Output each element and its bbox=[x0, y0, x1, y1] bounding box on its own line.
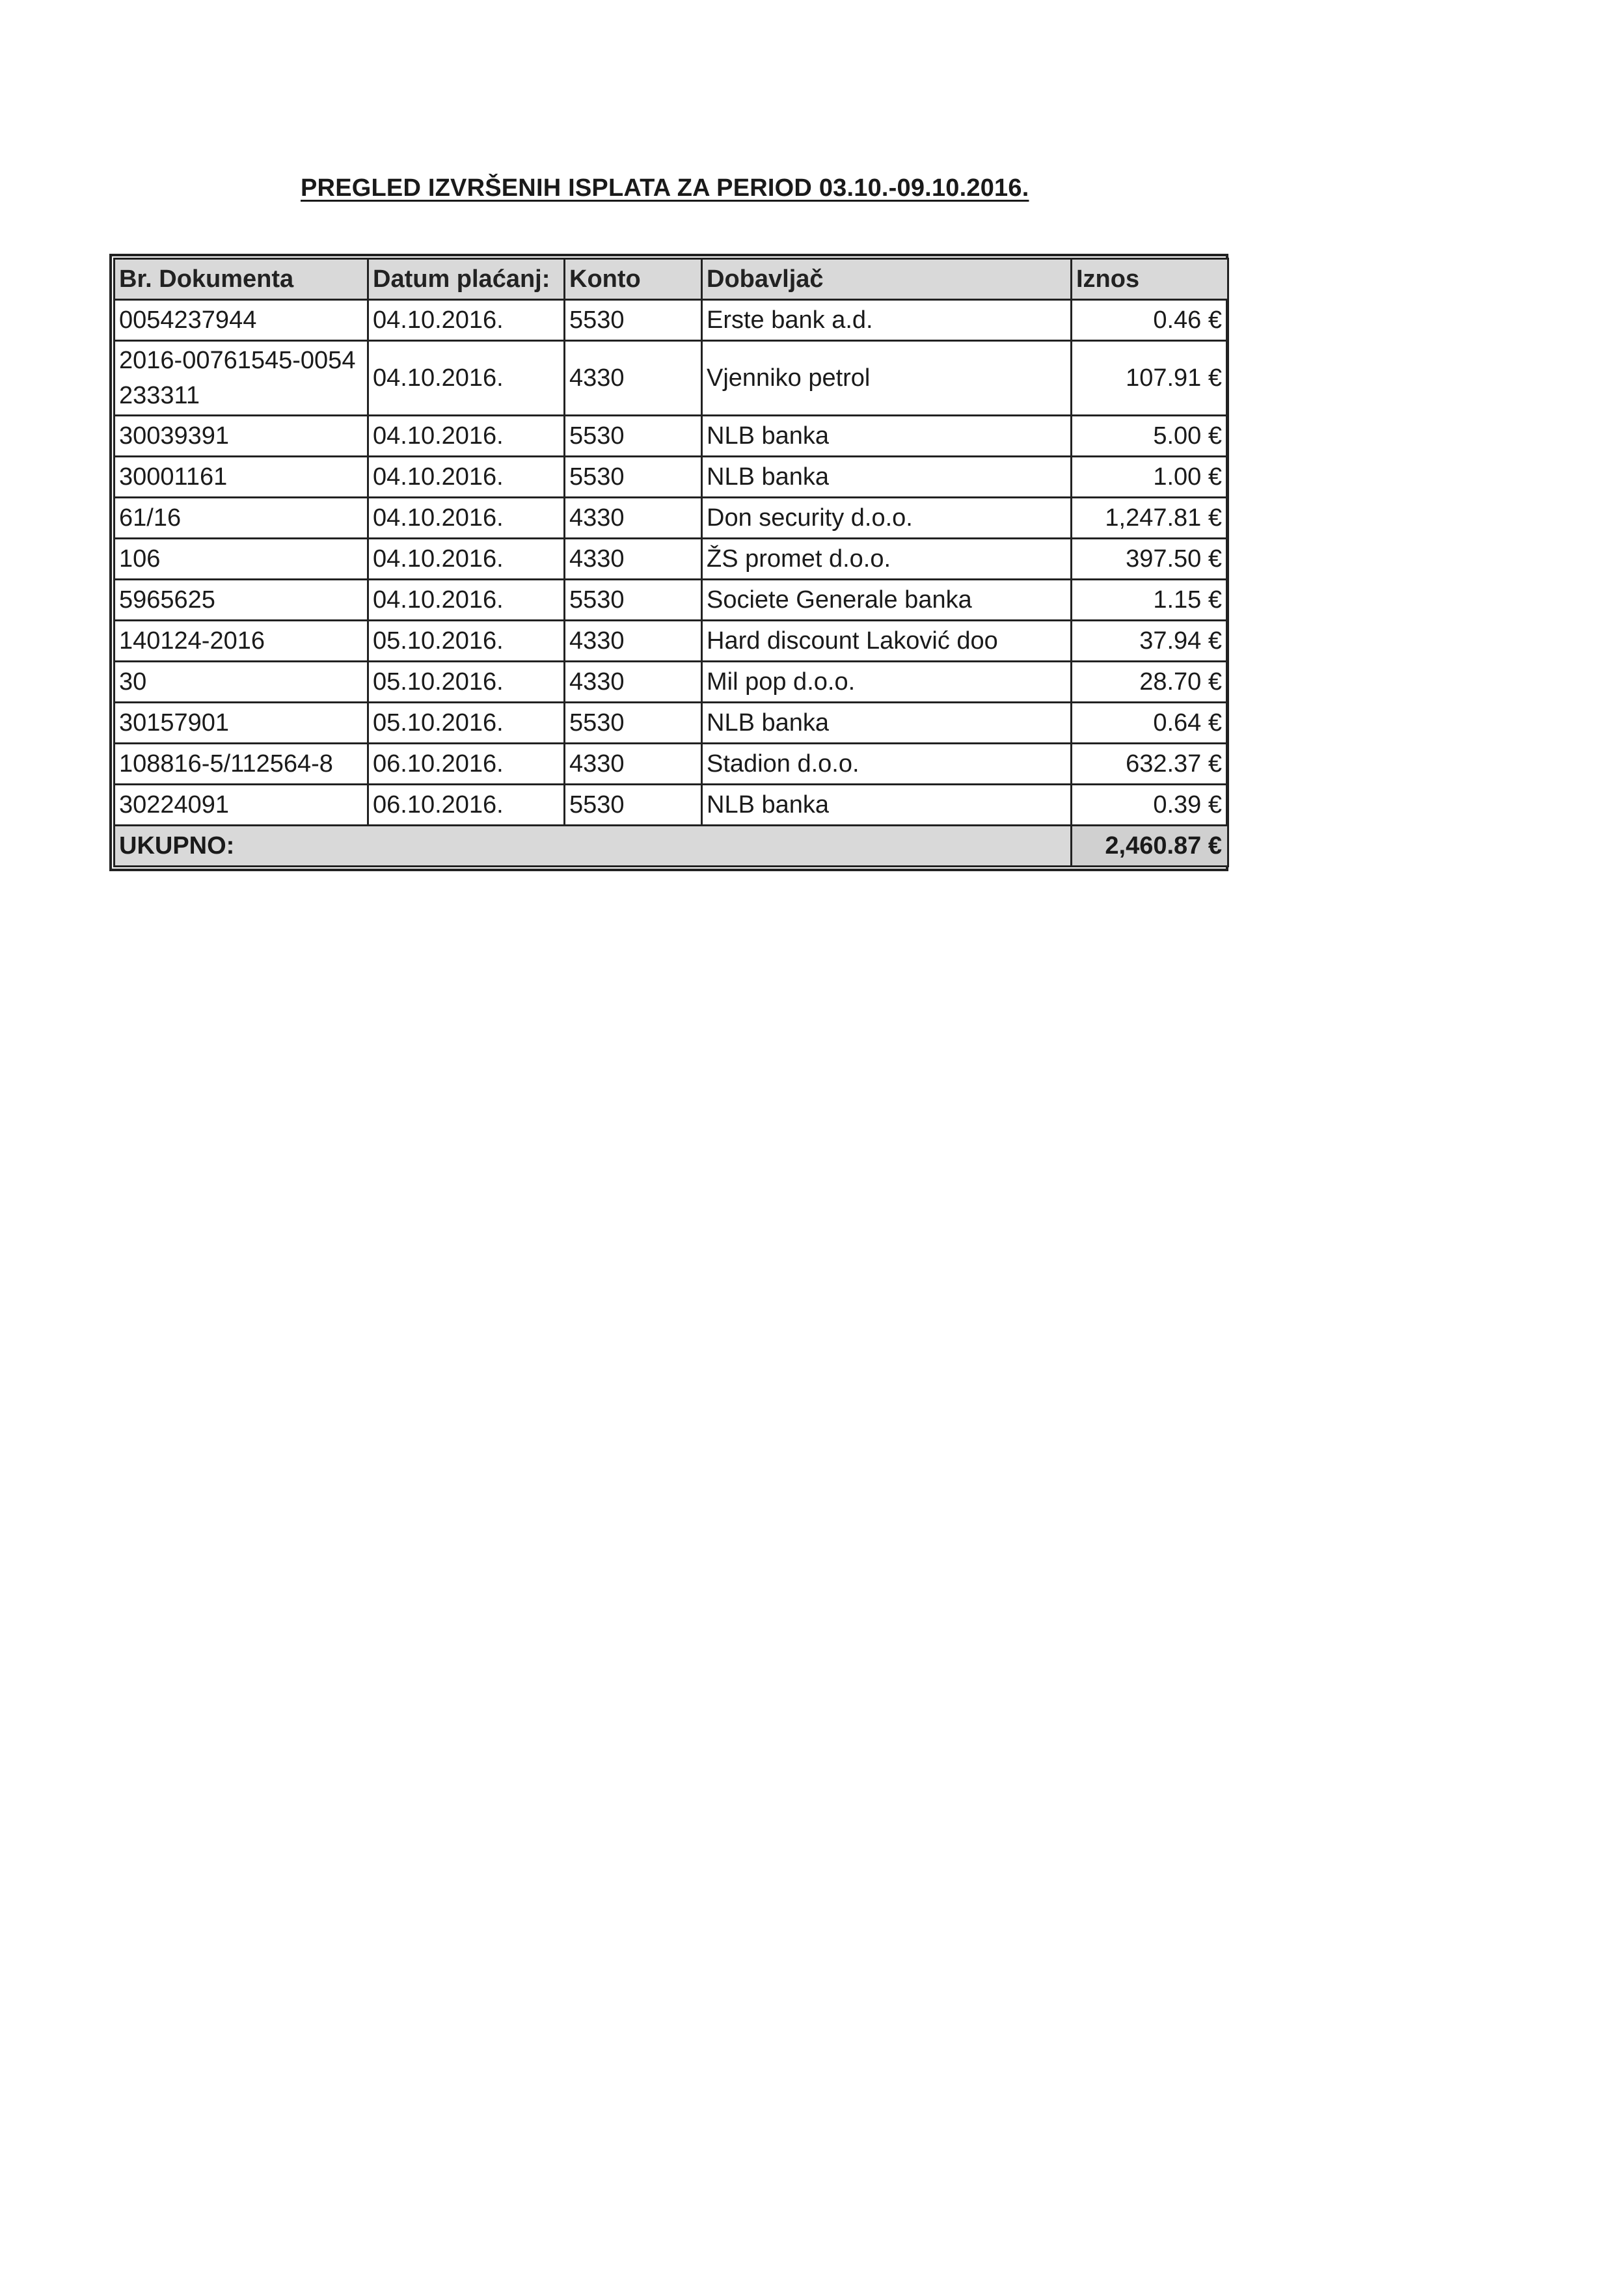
cell-doc-number: 30 bbox=[115, 662, 368, 703]
payments-table-frame bbox=[109, 254, 1228, 871]
cell-doc-number: 30157901 bbox=[115, 703, 368, 744]
cell-supplier: NLB banka bbox=[702, 703, 1072, 744]
total-amount: 2,460.87 € bbox=[1072, 826, 1228, 867]
cell-payment-date: 04.10.2016. bbox=[368, 539, 565, 580]
cell-konto: 4330 bbox=[565, 744, 702, 785]
cell-supplier: Societe Generale banka bbox=[702, 580, 1072, 621]
cell-konto: 5530 bbox=[565, 703, 702, 744]
cell-supplier: NLB banka bbox=[702, 457, 1072, 498]
cell-amount: 37.94 € bbox=[1072, 621, 1228, 662]
cell-payment-date: 05.10.2016. bbox=[368, 703, 565, 744]
table-row bbox=[115, 539, 1228, 580]
cell-doc-number: 2016-00761545-0054233311 bbox=[115, 341, 368, 416]
cell-konto: 4330 bbox=[565, 341, 702, 416]
cell-doc-number: 106 bbox=[115, 539, 368, 580]
total-row bbox=[115, 826, 1228, 867]
cell-amount: 632.37 € bbox=[1072, 744, 1228, 785]
cell-konto: 4330 bbox=[565, 621, 702, 662]
cell-konto: 5530 bbox=[565, 457, 702, 498]
cell-payment-date: 04.10.2016. bbox=[368, 498, 565, 539]
cell-amount: 28.70 € bbox=[1072, 662, 1228, 703]
cell-supplier: Stadion d.o.o. bbox=[702, 744, 1072, 785]
cell-payment-date: 04.10.2016. bbox=[368, 457, 565, 498]
cell-supplier: Erste bank a.d. bbox=[702, 300, 1072, 341]
cell-supplier: NLB banka bbox=[702, 785, 1072, 826]
header-konto: Konto bbox=[565, 259, 702, 300]
cell-amount: 1,247.81 € bbox=[1072, 498, 1228, 539]
header-supplier: Dobavljač bbox=[702, 259, 1072, 300]
cell-doc-number: 5965625 bbox=[115, 580, 368, 621]
table-row bbox=[115, 300, 1228, 341]
header-doc-number: Br. Dokumenta bbox=[115, 259, 368, 300]
cell-doc-number: 61/16 bbox=[115, 498, 368, 539]
header-payment-date: Datum plaćanj: bbox=[368, 259, 565, 300]
cell-payment-date: 04.10.2016. bbox=[368, 580, 565, 621]
cell-konto: 5530 bbox=[565, 580, 702, 621]
table-header-row bbox=[115, 259, 1228, 300]
cell-payment-date: 04.10.2016. bbox=[368, 341, 565, 416]
cell-supplier: Vjenniko petrol bbox=[702, 341, 1072, 416]
cell-doc-number: 30039391 bbox=[115, 416, 368, 457]
cell-payment-date: 04.10.2016. bbox=[368, 300, 565, 341]
cell-payment-date: 06.10.2016. bbox=[368, 744, 565, 785]
table-row bbox=[115, 341, 1228, 416]
cell-supplier: Don security d.o.o. bbox=[702, 498, 1072, 539]
cell-payment-date: 05.10.2016. bbox=[368, 621, 565, 662]
cell-amount: 397.50 € bbox=[1072, 539, 1228, 580]
cell-amount: 1.00 € bbox=[1072, 457, 1228, 498]
table-row bbox=[115, 621, 1228, 662]
cell-doc-number: 30224091 bbox=[115, 785, 368, 826]
cell-amount: 1.15 € bbox=[1072, 580, 1228, 621]
cell-amount: 0.64 € bbox=[1072, 703, 1228, 744]
cell-konto: 4330 bbox=[565, 539, 702, 580]
table-row bbox=[115, 580, 1228, 621]
cell-supplier: NLB banka bbox=[702, 416, 1072, 457]
cell-supplier: ŽS promet d.o.o. bbox=[702, 539, 1072, 580]
cell-doc-number: 30001161 bbox=[115, 457, 368, 498]
table-row bbox=[115, 785, 1228, 826]
cell-amount: 0.39 € bbox=[1072, 785, 1228, 826]
cell-konto: 4330 bbox=[565, 662, 702, 703]
table-row bbox=[115, 744, 1228, 785]
table-row bbox=[115, 498, 1228, 539]
cell-doc-number: 0054237944 bbox=[115, 300, 368, 341]
table-row bbox=[115, 416, 1228, 457]
cell-amount: 0.46 € bbox=[1072, 300, 1228, 341]
payments-table bbox=[113, 258, 1229, 867]
cell-doc-number: 108816-5/112564-8 bbox=[115, 744, 368, 785]
cell-supplier: Hard discount Laković doo bbox=[702, 621, 1072, 662]
page-title: PREGLED IZVRŠENIH ISPLATA ZA PERIOD 03.10.-09.10.2016. bbox=[301, 174, 1029, 202]
cell-amount: 5.00 € bbox=[1072, 416, 1228, 457]
cell-konto: 4330 bbox=[565, 498, 702, 539]
table-row bbox=[115, 662, 1228, 703]
total-label: UKUPNO: bbox=[115, 826, 1072, 867]
cell-doc-number: 140124-2016 bbox=[115, 621, 368, 662]
cell-payment-date: 05.10.2016. bbox=[368, 662, 565, 703]
cell-payment-date: 06.10.2016. bbox=[368, 785, 565, 826]
cell-payment-date: 04.10.2016. bbox=[368, 416, 565, 457]
cell-konto: 5530 bbox=[565, 416, 702, 457]
cell-konto: 5530 bbox=[565, 785, 702, 826]
table-row bbox=[115, 457, 1228, 498]
cell-amount: 107.91 € bbox=[1072, 341, 1228, 416]
cell-supplier: Mil pop d.o.o. bbox=[702, 662, 1072, 703]
cell-konto: 5530 bbox=[565, 300, 702, 341]
header-amount: Iznos bbox=[1072, 259, 1228, 300]
table-row bbox=[115, 703, 1228, 744]
